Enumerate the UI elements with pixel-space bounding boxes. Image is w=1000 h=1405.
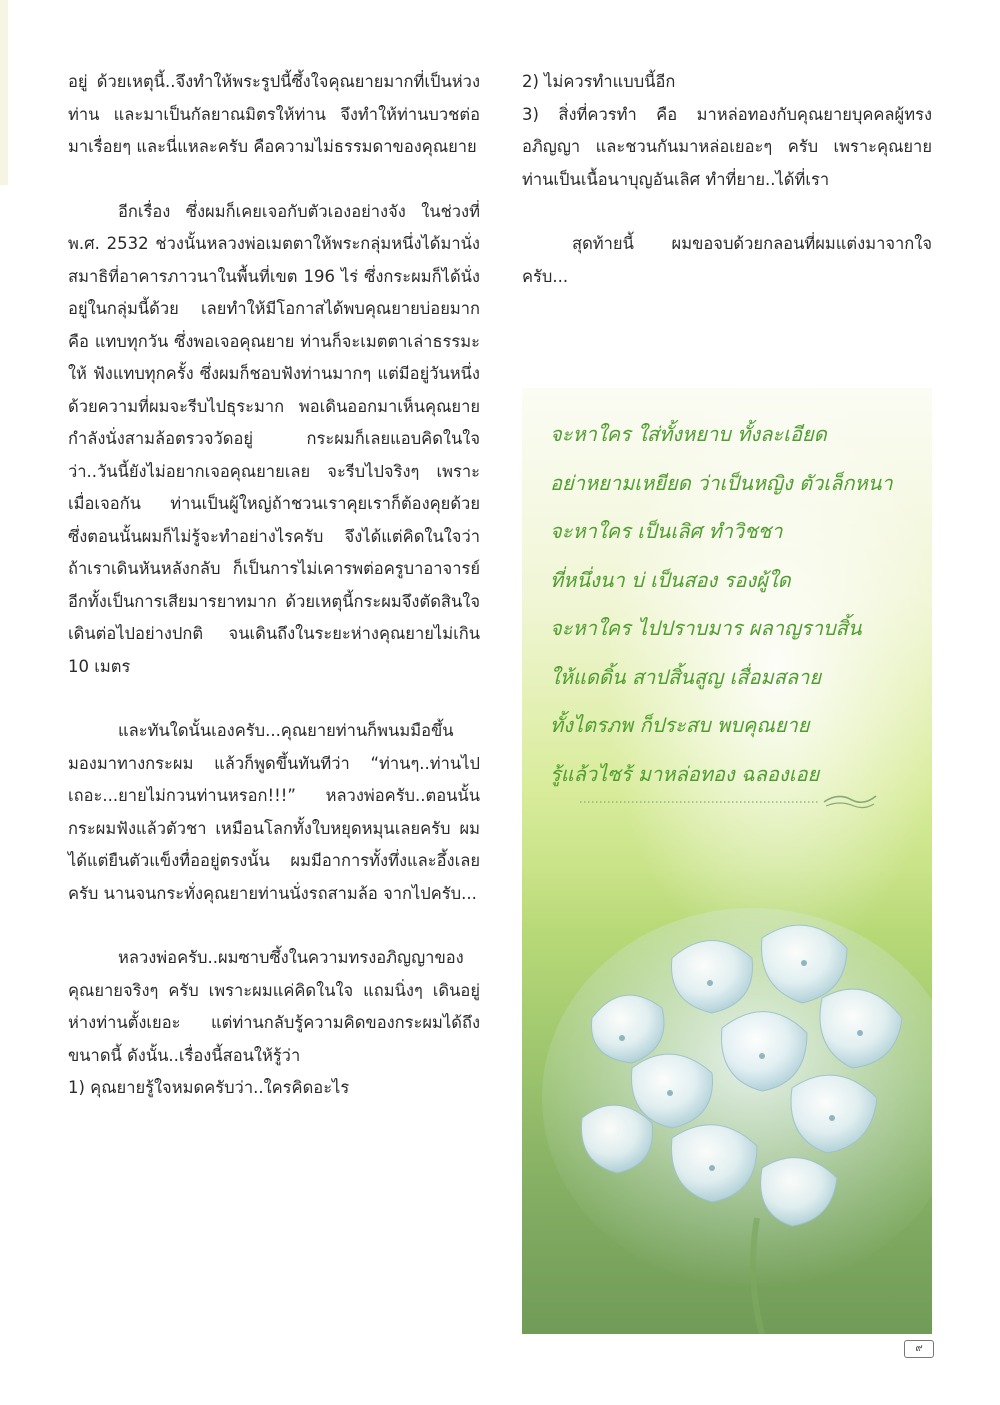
paragraph-3: และทันใดนั้นเองครับ...คุณยายท่านก็พนมมือขึ้นมองมาทางกระผม แล้วก็พูดขึ้นทันทีว่า “ท่านๆ..ท่านไปเถอะ...ยายไม่กวนท่านหรอก!!!” หลวงพ่อครับ..ตอนนั้นกระผมฟังแล้วตัวชา เหมือนโลกทั้งใบหยุดหมุนเลยครับ ผมได้แต่ยืนตัวแข็งทื่ออยู่ตรงนั้น ผมมีอาการทั้งทึ่งและอึ้งเลยครับ นานจนกระทั่งคุณยายท่านนั่งรถสามล้อ จากไปครับ... — [68, 721, 480, 903]
right-column — [522, 66, 932, 293]
poem-line-1: จะหาใคร ใส่ทั้งหยาบ ทั้งละเอียด — [550, 422, 827, 446]
paragraph-4: หลวงพ่อครับ..ผมซาบซึ้งในความทรงอภิญญาของคุณยายจริงๆ ครับ เพราะผมแค่คิดในใจ แถมนิ่งๆ เดินอยู่ห่างท่านตั้งเยอะ แต่ท่านกลับรู้ความคิดของกระผมได้ถึงขนาดนี้ ดังนั้น..เรื่องนี้สอนให้รู้ว่า — [68, 948, 480, 1065]
paragraph-1: อยู่ ด้วยเหตุนี้..จึงทำให้พระรูปนี้ซึ้งใจคุณยายมากที่เป็นห่วงท่าน และมาเป็นกัลยาณมิตรให้ท่าน จึงทำให้ท่านบวชต่อมาเรื่อยๆ และนี่แหละครับ คือความไม่ธรรมดาของคุณยาย — [68, 72, 480, 156]
dotted-divider-ornament — [580, 788, 880, 812]
poem-line-3: จะหาใคร เป็นเลิศ ทำวิชชา — [550, 519, 783, 543]
poem-line-4: ที่หนึ่งนา บ่ เป็นสอง รองผู้ใด — [550, 567, 791, 592]
list-item-2: 2) ไม่ควรทำแบบนี้อีก — [522, 72, 676, 91]
list-item-1: 1) คุณยายรู้ใจหมดครับว่า..ใครคิดอะไร — [68, 1078, 350, 1097]
poem — [550, 410, 920, 798]
poem-line-5: จะหาใคร ไปปราบมาร ผลาญราบสิ้น — [550, 616, 862, 640]
poem-line-8: รู้แล้วไซร้ มาหล่อทอง ฉลองเอย — [550, 761, 820, 786]
poem-line-2: อย่าหยามเหยียด ว่าเป็นหญิง ตัวเล็กหนา — [550, 470, 893, 495]
poem-line-7: ทั้งไตรภพ ก็ประสบ พบคุณยาย — [550, 713, 810, 737]
closing-paragraph: สุดท้ายนี้ ผมขอจบด้วยกลอนที่ผมแต่งมาจากใจครับ... — [522, 234, 932, 286]
hydrangea-illustration — [522, 868, 932, 1334]
left-column — [68, 66, 480, 1105]
paragraph-2: อีกเรื่อง ซึ่งผมก็เคยเจอกับตัวเองอย่างจัง ในช่วงที่ พ.ศ. 2532 ช่วงนั้นหลวงพ่อเมตตาให้พระกลุ่มหนึ่งได้มานั่งสมาธิที่อาคารภาวนาในพื้นที่เขต 196 ไร่ ซึ่งกระผมก็ได้นั่งอยู่ในกลุ่มนี้ด้วย เลยทำให้มีโอกาสได้พบคุณยายบ่อยมาก คือ แทบทุกวัน ซึ่งพอเจอคุณยาย ท่านก็จะเมตตาเล่าธรรมะให้ ฟังแทบทุกครั้ง ซึ่งผมก็ชอบฟังท่านมากๆ แต่มีอยู่วันหนึ่ง ด้วยความที่ผมจะรีบไปธุระมาก พอเดินออกมาเห็นคุณยายกำลังนั่งสามล้อตรวจวัดอยู่ กระผมก็เลยแอบคิดในใจว่า..วันนี้ยังไม่อยากเจอคุณยายเลย จะรีบไปจริงๆ เพราะเมื่อเจอกัน ท่านเป็นผู้ใหญ่ถ้าชวนเราคุยเราก็ต้องคุยด้วย ซึ่งตอนนั้นผมก็ไม่รู้จะทำอย่างไรครับ จึงได้แต่คิดในใจว่า ถ้าเราเดินหันหลังกลับ ก็เป็นการไม่เคารพต่อครูบาอาจารย์ อีกทั้งเป็นการเสียมารยาทมาก ด้วยเหตุนี้กระผมจึงตัดสินใจเดินต่อไปอย่างปกติ จนเดินถึงในระยะห่างคุณยายไม่เกิน 10 เมตร — [68, 201, 480, 676]
list-item-3: 3) สิ่งที่ควรทำ คือ มาหล่อทองกับคุณยายบุคคลผู้ทรงอภิญญา และชวนกันมาหล่อเยอะๆ ครับ เพราะคุณยายท่านเป็นเนื้อนาบุญอันเลิศ ทำที่ยาย..ได้ที่เรา — [522, 104, 932, 189]
poem-panel — [522, 388, 932, 1334]
page-edge-strip — [0, 0, 8, 185]
poem-line-6: ให้แดดิ้น สาปสิ้นสูญ เสื่อมสลาย — [550, 664, 822, 689]
page-number: ๙ — [904, 1340, 934, 1358]
